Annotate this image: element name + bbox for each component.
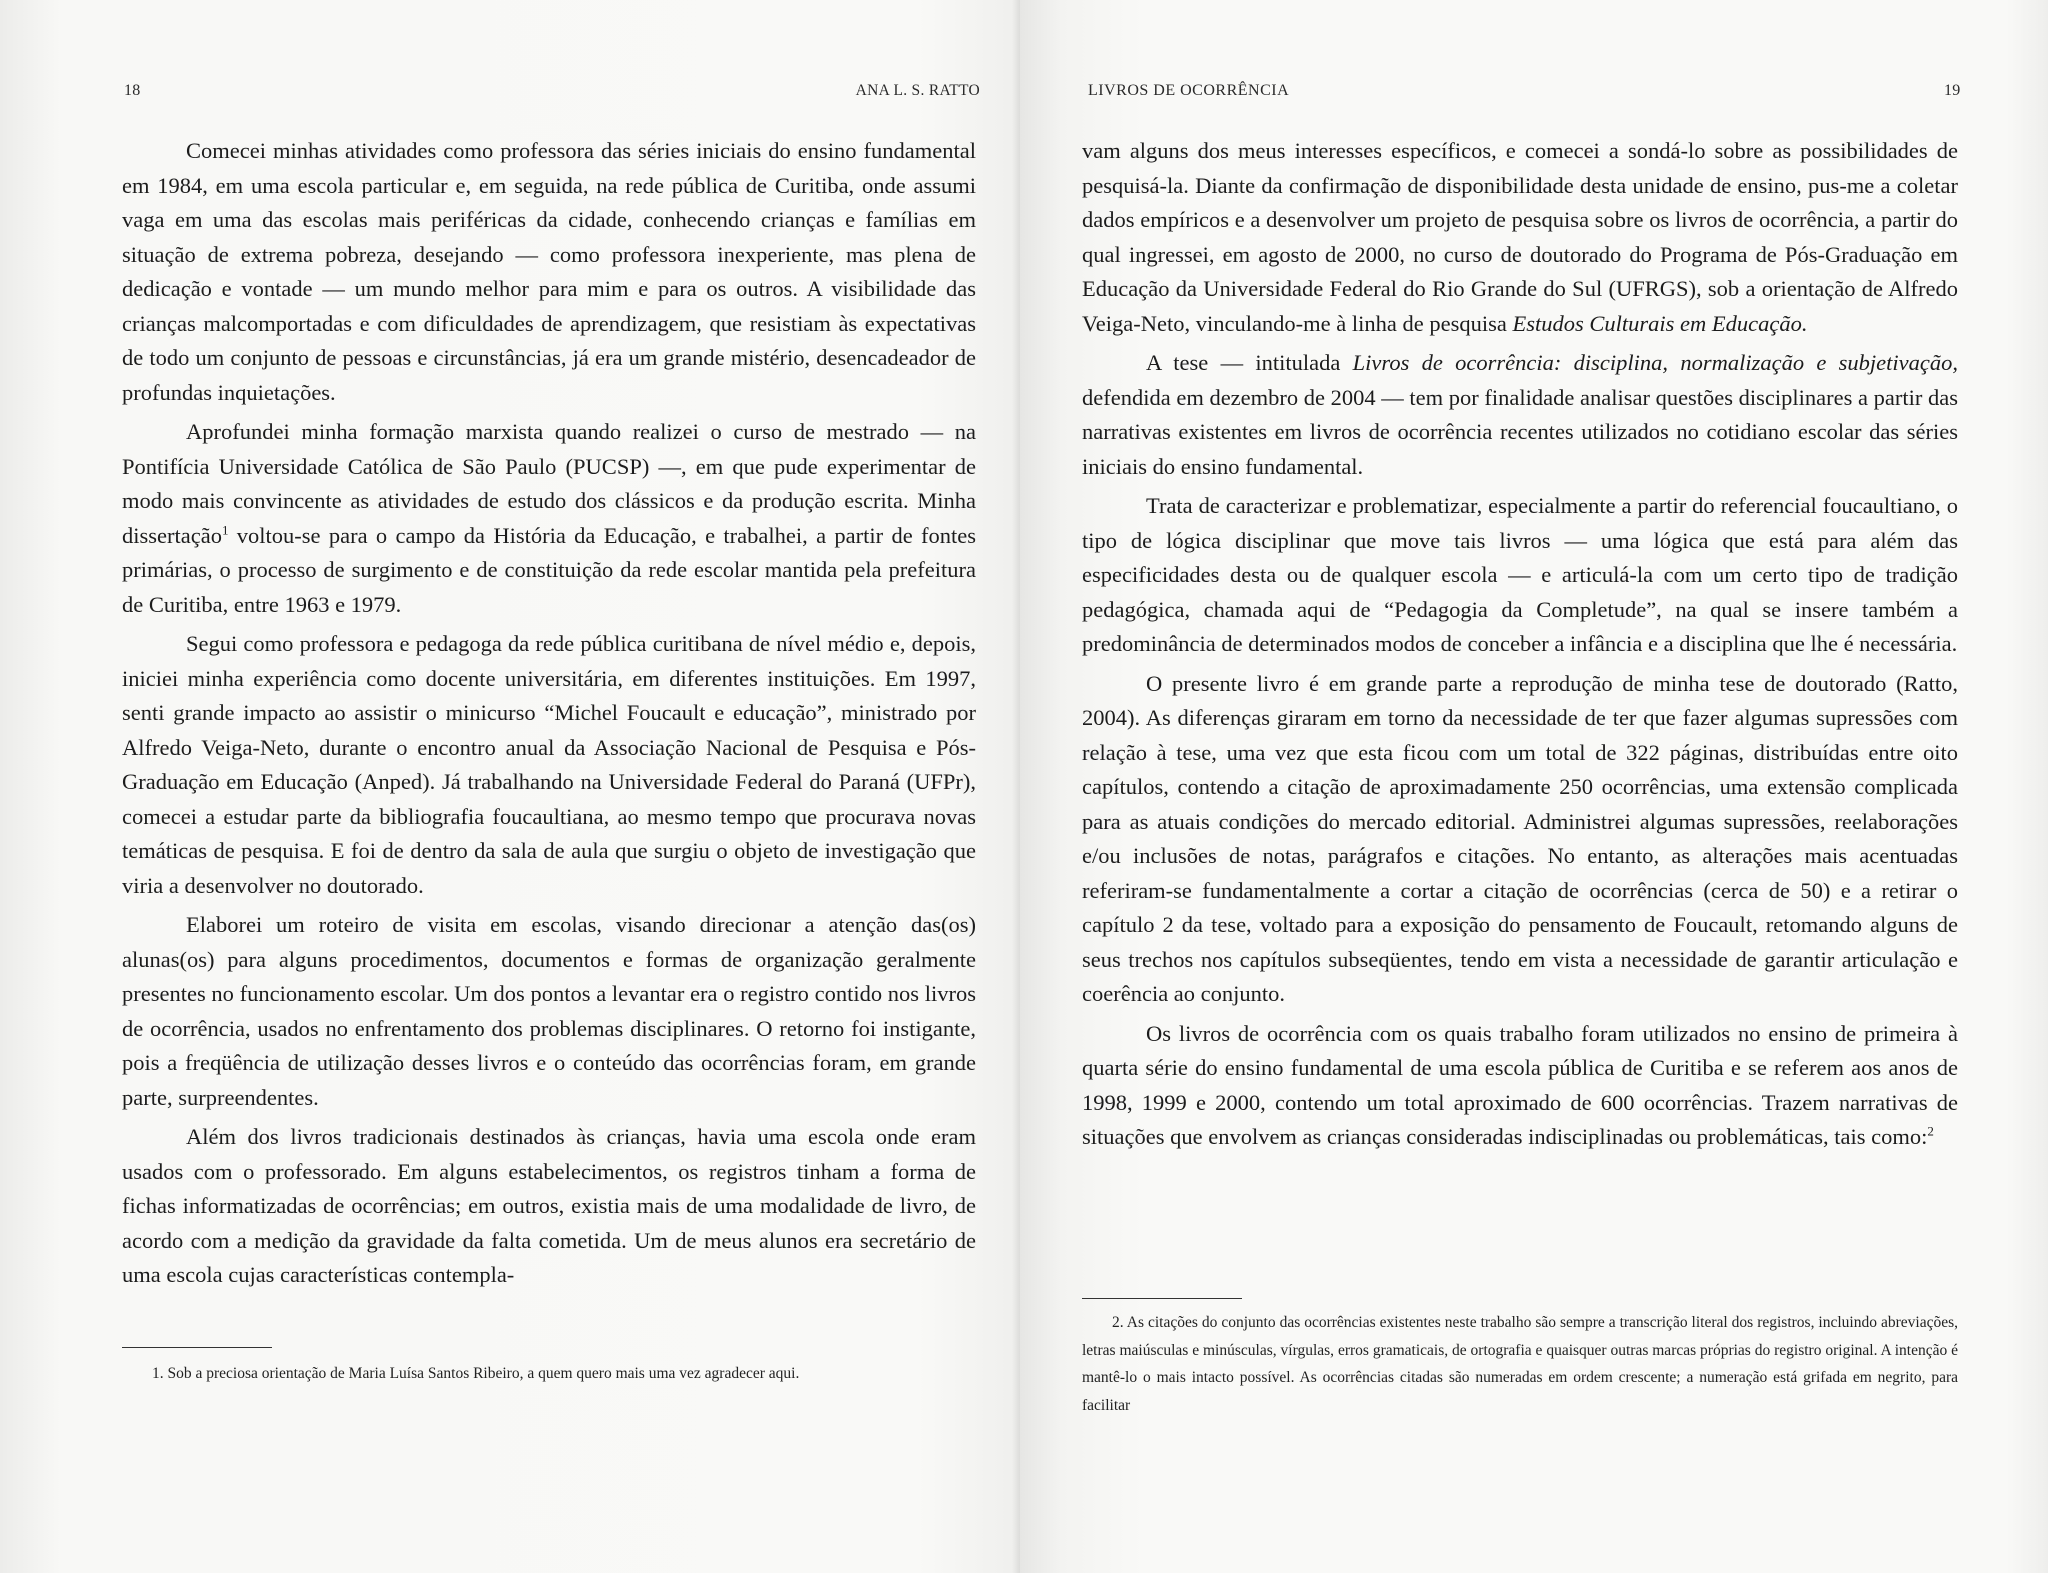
left-footnote-rule [122, 1347, 272, 1348]
right-paragraph-2-text-b: defendida em dezembro de 2004 — tem por finalidade analisar questões disciplinares a partir das narrativas existentes em livros de ocorrência recentes utilizados no cotidiano escolar das séries iniciais do ensino fundamental. [1082, 384, 1958, 479]
left-paragraph-4: Elaborei um roteiro de visita em escolas, visando direcionar a atenção das(os) alunas(os) para alguns procedimentos, documentos e formas de organização geralmente presentes no funcionamento escolar. Um dos pontos a levantar era o registro contido nos livros de ocorrência, usados no enfrentamento dos problemas disciplinares. O retorno foi instigante, pois a freqüência de utilização desses livros e o conteúdo das ocorrências foram, em grande parte, surpreendentes. [122, 912, 976, 1110]
left-paragraph-3: Segui como professora e pedagoga da rede pública curitibana de nível médio e, depois, iniciei minha experiência como docente universitária, em diferentes instituições. Em 1997, senti grande impacto ao assistir o minicurso “Michel Foucault e educação”, ministrado por Alfredo Veiga-Neto, durante o encontro anual da Associação Nacional de Pesquisa e Pós-Graduação em Educação (Anped). Já trabalhando na Universidade Federal do Paraná (UFPr), comecei a estudar parte da bibliografia foucaultiana, ao mesmo tempo que procurava novas temáticas de pesquisa. E foi de dentro da sala de aula que surgiu o objeto de investigação que viria a desenvolver no doutorado. [122, 631, 976, 898]
right-body-text [1082, 134, 1958, 1155]
right-paragraph-5-text: Os livros de ocorrência com os quais trabalho foram utilizados no ensino de primeira à quarta série do ensino fundamental de uma escola pública de Curitiba e se referem aos anos de 1998, 1999 e 2000, contendo um total aproximado de 600 ocorrências. Trazem narrativas de situações que envolvem as crianças consideradas indisciplinadas ou problemáticas, tais como: [1082, 1020, 1958, 1149]
right-paragraph-1 [1082, 134, 1958, 341]
left-footnote: 1. Sob a preciosa orientação de Maria Luísa Santos Ribeiro, a quem quero mais uma vez agradecer aqui. [152, 1365, 800, 1382]
left-paragraph-1: Comecei minhas atividades como professora das séries iniciais do ensino fundamental em 1984, em uma escola particular e, em seguida, na rede pública de Curitiba, onde assumi vaga em uma das escolas mais periféricas da cidade, conhecendo crianças e famílias em situação de extrema pobreza, desejando — como professora inexperiente, mas plena de dedicação e vontade — um mundo melhor para mim e para os outros. A visibilidade das crianças malcomportadas e com dificuldades de aprendizagem, que resistiam às expectativas de todo um conjunto de pessoas e circunstâncias, já era um grande mistério, desencadeador de profundas inquietações. [122, 138, 976, 405]
footnote-ref-2: 2 [1927, 1123, 1934, 1139]
right-page [1020, 0, 2048, 1573]
right-footnote: 2. As citações do conjunto das ocorrências existentes neste trabalho são sempre a transcrição literal dos registros, incluindo abreviações, letras maiúsculas e minúsculas, vírgulas, erros gramaticais, de ortografia e quaisquer outras marcas próprias do registro original. A intenção é mantê-lo o mais intacto possível. As ocorrências citadas são numeradas em ordem crescente; a numeração está grifada em negrito, para facilitar [1082, 1314, 1958, 1414]
left-paragraph-5: Além dos livros tradicionais destinados às crianças, havia uma escola onde eram usados com o professorado. Em alguns estabelecimentos, os registros tinham a forma de fichas informatizadas de ocorrências; em outros, existia mais de uma modalidade de livro, de acordo com a medição da gravidade da falta cometida. Um de meus alunos era secretário de uma escola cujas características contempla- [122, 1124, 976, 1287]
left-body-text [122, 134, 976, 1293]
left-paragraph-2-text-a: Aprofundei minha formação marxista quando realizei o curso de mestrado — na Pontifícia Universidade Católica de São Paulo (PUCSP) —, em que pude experimentar de modo mais convincente as atividades de estudo dos clássicos e da produção escrita. Minha dissertação [122, 419, 976, 548]
right-footnote-rule [1082, 1298, 1242, 1299]
right-paragraph-2 [1082, 346, 1958, 484]
left-running-header: ANA L. S. RATTO [855, 82, 980, 99]
left-paragraph-2 [122, 415, 976, 622]
right-paragraph-1-text: vam alguns dos meus interesses específicos, e comecei a sondá-lo sobre as possibilidades de pesquisá-la. Diante da confirmação de disponibilidade desta unidade de ensino, pus-me a coletar dados empíricos e a desenvolver um projeto de pesquisa sobre os livros de ocorrência, a partir do qual ingressei, em agosto de 2000, no curso de doutorado do Programa de Pós-Graduação em Educação da Universidade Federal do Rio Grande do Sul (UFRGS), sob a orientação de Alfredo Veiga-Neto, vinculando-me à linha de pesquisa [1082, 138, 1958, 336]
right-paragraph-4: O presente livro é em grande parte a reprodução de minha tese de doutorado (Ratto, 2004). As diferenças giraram em torno da necessidade de ter que fazer algumas supressões com relação à tese, uma vez que esta ficou com um total de 322 páginas, distribuídas entre oito capítulos, contendo a citação de aproximadamente 250 ocorrências, uma extensão complicada para as atuais condições do mercado editorial. Administrei algumas supressões, reelaborações e/ou inclusões de notas, parágrafos e citações. No entanto, as alterações mais acentuadas referiram-se fundamentalmente a cortar a citação de ocorrências (cerca de 50) e a retirar o capítulo 2 da tese, voltado para a exposição do pensamento de Foucault, retomando alguns de seus trechos nos capítulos subseqüentes, tendo em vista a necessidade de garantir articulação e coerência ao conjunto. [1082, 670, 1958, 1006]
right-page-number: 19 [1944, 82, 1961, 99]
footnote-ref-1: 1 [221, 522, 229, 537]
right-paragraph-2-text-a: A tese — intitulada [1146, 350, 1353, 375]
research-line-title: Estudos Culturais em Educação. [1512, 310, 1808, 336]
right-paragraph-3: Trata de caracterizar e problematizar, especialmente a partir do referencial foucaultiano, o tipo de lógica disciplinar que move tais livros — uma lógica que está para além das especificidades desta ou de qualquer escola — e articulá-la com um certo tipo de tradição pedagógica, chamada aqui de “Pedagogia da Completude”, na qual se insere também a predominância de determinados modos de conceber a infância e a disciplina que lhe é necessária. [1082, 493, 1958, 656]
right-paragraph-5 [1082, 1017, 1958, 1155]
thesis-title: Livros de ocorrência: disciplina, normalização e subjetivação, [1352, 350, 1959, 375]
right-running-header: LIVROS DE OCORRÊNCIA [1088, 82, 1290, 99]
left-paragraph-2-text-b: voltou-se para o campo da História da Educação, e trabalhei, a partir de fontes primárias, o processo de surgimento e de constituição da rede escolar mantida pela prefeitura de Curitiba, entre 1963 e 1979. [122, 522, 976, 617]
left-page [0, 0, 1020, 1573]
left-page-number: 18 [124, 82, 141, 99]
